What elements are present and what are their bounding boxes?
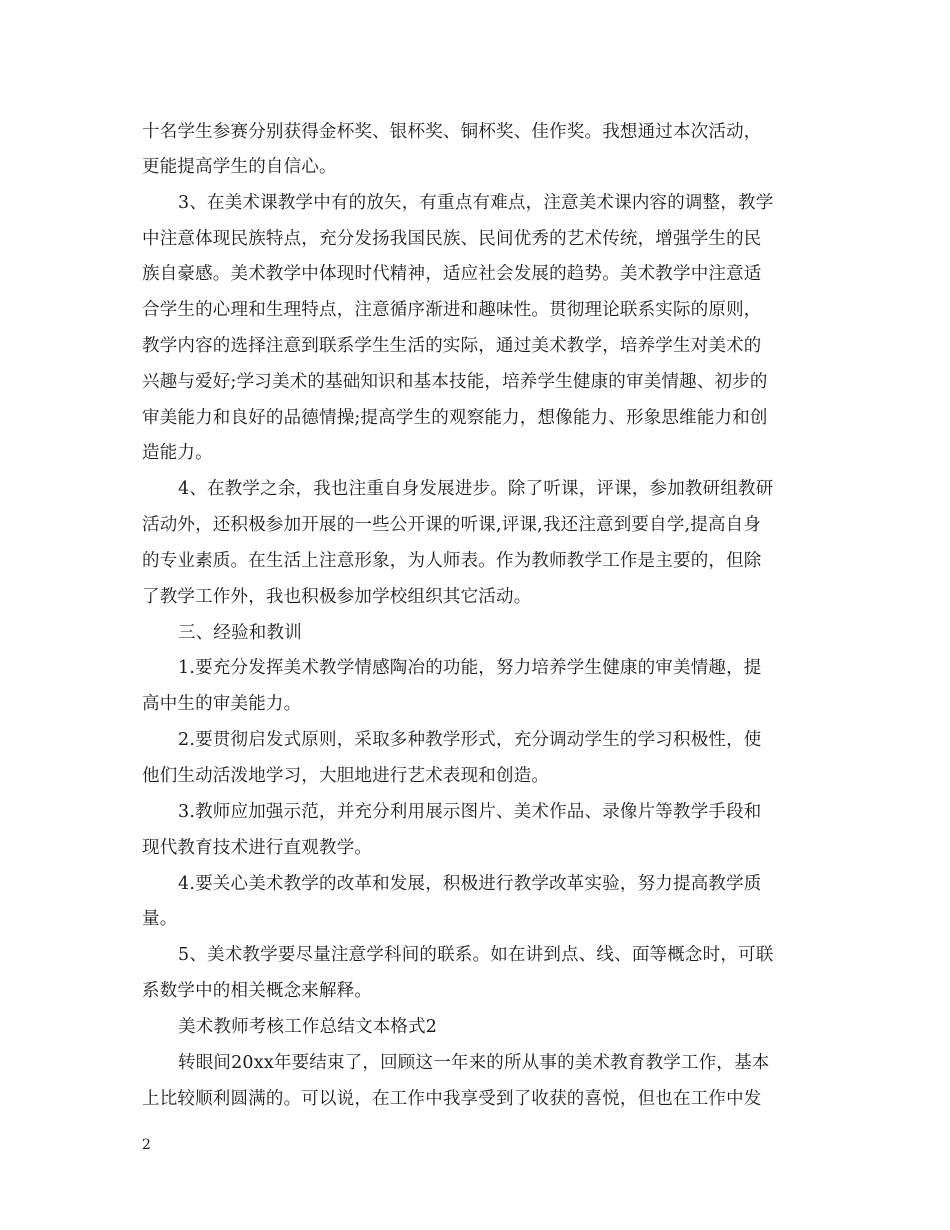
page-number: 2 <box>142 1137 151 1153</box>
text-line: 4、在教学之余，我也注重自身发展进步。除了听课，评课，参加教研组教研 <box>178 479 774 499</box>
text-line: 3.教师应加强示范，并充分利用展示图片、美术作品、录像片等教学手段和 <box>178 802 762 822</box>
text-line: 3、在美术课教学中有的放矢，有重点有难点，注意美术课内容的调整，教学 <box>178 193 774 213</box>
text-line: 造能力。 <box>142 443 213 463</box>
text-line: 活动外，还积极参加开展的一些公开课的听课,评课,我还注意到要自学,提高自身 <box>142 515 762 535</box>
text-line: 他们生动活泼地学习，大胆地进行艺术表现和创造。 <box>142 766 550 786</box>
section-heading: 美术教师考核工作总结文本格式2 <box>178 1017 438 1037</box>
text-line: 2.要贯彻启发式原则，采取多种教学形式，充分调动学生的学习积极性，使 <box>178 730 762 750</box>
text-line: 中注意体现民族特点，充分发扬我国民族、民间优秀的艺术传统，增强学生的民 <box>142 229 762 249</box>
text-line: 合学生的心理和生理特点，注意循序渐进和趣味性。贯彻理论联系实际的原则， <box>142 300 762 320</box>
text-line: 十名学生参赛分别获得金杯奖、银杯奖、铜杯奖、佳作奖。我想通过本次活动， <box>142 122 762 142</box>
text-line: 族自豪感。美术教学中体现时代精神，适应社会发展的趋势。美术教学中注意适 <box>142 264 762 284</box>
text-line: 现代教育技术进行直观教学。 <box>142 838 373 858</box>
text-line: 高中生的审美能力。 <box>142 694 302 714</box>
text-line: 系数学中的相关概念来解释。 <box>142 981 373 1001</box>
text-line: 上比较顺利圆满的。可以说，在工作中我享受到了收获的喜悦，但也在工作中发 <box>142 1089 762 1109</box>
text-line: 更能提高学生的自信心。 <box>142 157 337 177</box>
text-line: 量。 <box>142 909 178 929</box>
text-line: 的专业素质。在生活上注意形象，为人师表。作为教师教学工作是主要的，但除 <box>142 551 762 571</box>
text-line: 了教学工作外，我也积极参加学校组织其它活动。 <box>142 587 532 607</box>
text-line: 转眼间20xx年要结束了，回顾这一年来的所从事的美术教育教学工作，基本 <box>178 1053 770 1073</box>
text-line: 5、美术教学要尽量注意学科间的联系。如在讲到点、线、面等概念时，可联 <box>178 945 774 965</box>
text-line: 1.要充分发挥美术教学情感陶冶的功能，努力培养学生健康的审美情趣，提 <box>178 658 762 678</box>
text-line: 教学内容的选择注意到联系学生生活的实际，通过美术教学，培养学生对美术的 <box>142 336 762 356</box>
text-line: 兴趣与爱好;学习美术的基础知识和基本技能，培养学生健康的审美情趣、初步的 <box>142 372 768 392</box>
text-line: 4.要关心美术教学的改革和发展，积极进行教学改革实验，努力提高教学质 <box>178 874 762 894</box>
text-line: 审美能力和良好的品德情操;提高学生的观察能力，想像能力、形象思维能力和创 <box>142 408 768 428</box>
section-heading: 三、经验和教训 <box>178 623 302 643</box>
